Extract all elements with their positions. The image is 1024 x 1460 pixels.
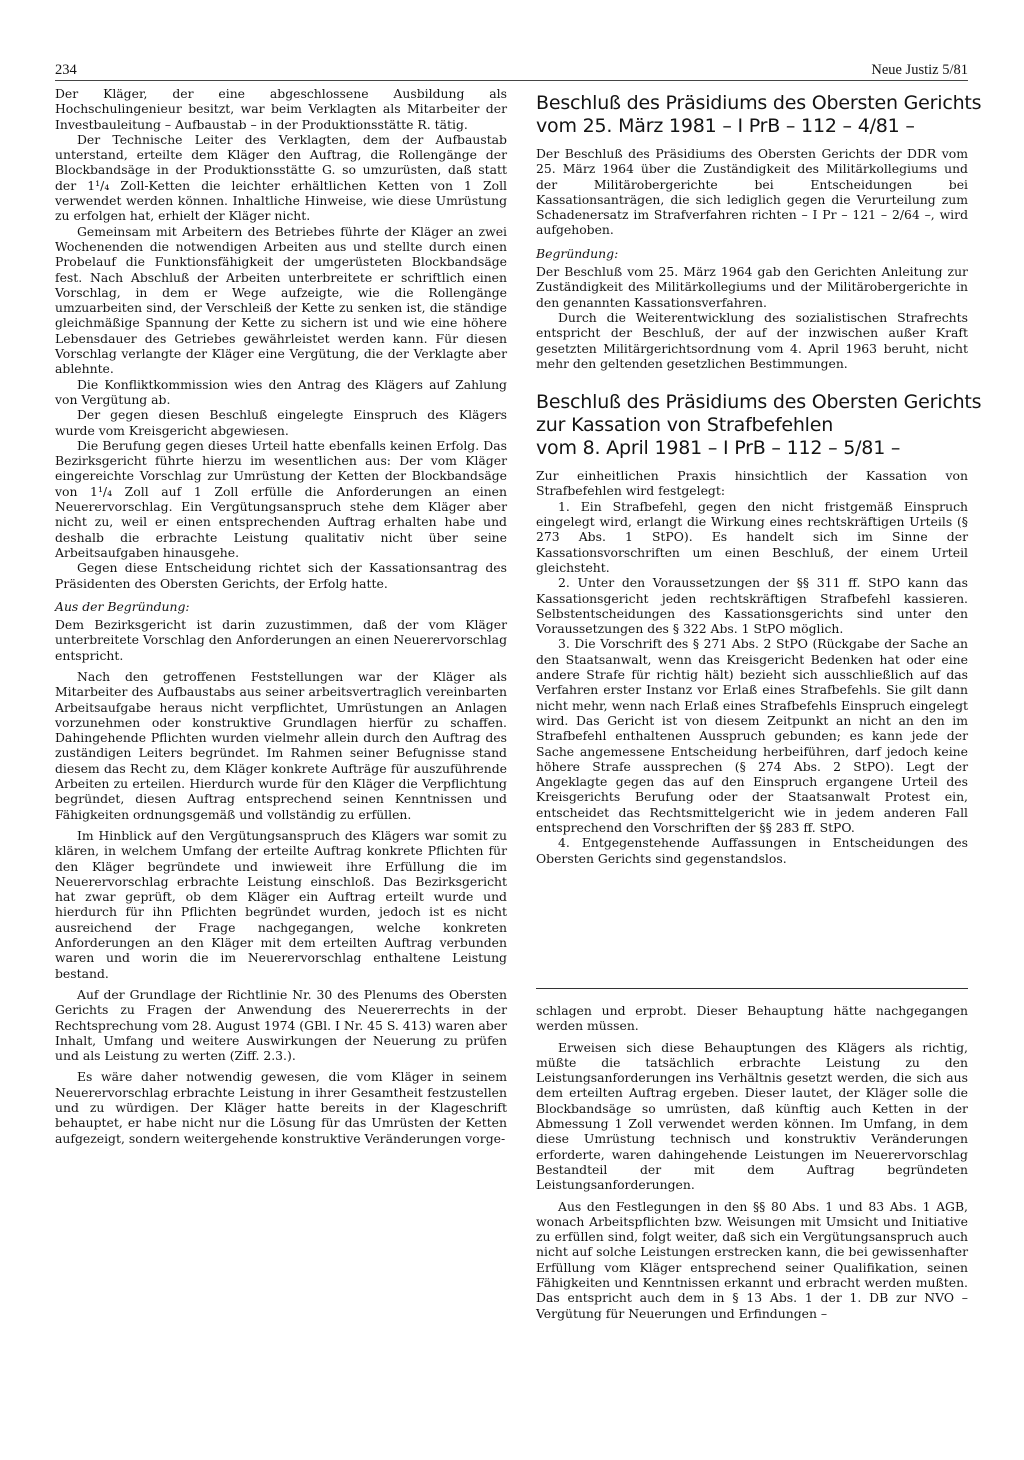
list-item: 3. Die Vorschrift des § 271 Abs. 2 StPO (Rückgabe der Sache an den Staatsanwalt, wenn das Kreisgericht Bedenken hat oder eine andere Strafe für richtig hält) bezieht sich ausschließlich auf das Verfahren erster Instanz vor Erlaß eines Strafbefehls. Sie gilt dann nicht mehr, wenn nach Erlaß eines Strafbefehls Einspruch eingelegt wird. Das Gericht ist von diesem Zeitpunkt an nicht an den im Strafbefehl enthaltenen Ausspruch gebunden; es kann jede der Sache angemessene Entscheidung herbeiführen, darf jedoch keine höhere Strafe aussprechen (§ 274 Abs. 2 StPO). Legt der Angeklagte gegen das auf den Einspruch ergangene Urteil des Kreisgerichts Berufung oder der Staatsanwalt Protest ein, entscheidet das Rechtsmittelgericht wie in jedem anderen Fall entsprechend den Vorschriften der §§ 283 ff. StPO. [536, 636, 968, 835]
paragraph: Der gegen diesen Beschluß eingelegte Einspruch des Klägers wurde vom Kreisgericht abgewiesen. [55, 407, 507, 438]
list-item: 4. Entgegenstehende Auffassungen in Entscheidungen des Obersten Gerichts sind gegenstandslos. [536, 835, 968, 866]
section-divider [536, 988, 968, 989]
paragraph: Im Hinblick auf den Vergütungsanspruch des Klägers war somit zu klären, in welchem Umfang der erteilte Auftrag konkrete Pflichten für den Kläger begründete und inwieweit ihre Erfüllung die im Neuerervorschlag erbrachte Leistung einschloß. Das Bezirksgericht hat zwar geprüft, ob dem Kläger ein Auftrag erteilt wurde und hierdurch für ihn Pflichten begründet wurden, jedoch ist es nicht ausreichend der Frage nachgegangen, welche konkreten Anforderungen an den Kläger mit dem erteilten Auftrag verbunden waren und worin die im Neuerervorschlag enthaltene Leistung bestand. [55, 827, 507, 981]
right-column [536, 92, 982, 866]
paragraph: Durch die Weiterentwicklung des sozialistischen Strafrechts entspricht der Beschluß, der auf der inzwischen außer Kraft gesetzten Militärgerichtsordnung vom 4. April 1963 beruht, nicht mehr den geltenden gesetzlichen Bestimmungen. [536, 309, 968, 371]
paragraph: Es wäre daher notwendig gewesen, die vom Kläger in seinem Neuerervorschlag erbrachte Leistung in ihrer Gesamtheit festzustellen und zu würdigen. Der Kläger hatte bereits in der Klageschrift behauptet, er habe nicht nur die Lösung für das Umrüsten der Ketten aufgezeigt, sondern weitergehende konstruktive Veränderungen vorge- [55, 1069, 507, 1146]
section-title-line: Beschluß des Präsidiums des Obersten Gerichts [536, 92, 982, 114]
journal-issue: Neue Justiz 5/81 [871, 62, 968, 78]
paragraph: Auf der Grundlage der Richtlinie Nr. 30 des Plenums des Obersten Gerichts zu Fragen der Anwendung des Neuererrechts in der Rechtsprechung vom 28. August 1974 (GBl. I Nr. 45 S. 413) waren aber Inhalt, Umfang und weitere Auswirkungen der Neuerung zu prüfen und als Leistung zu werten (Ziff. 2.3.). [55, 986, 507, 1064]
subheading: Aus der Begründung: [55, 598, 190, 614]
subheading: Begründung: [536, 245, 619, 261]
list-item: 1. Ein Strafbefehl, gegen den nicht fristgemäß Einspruch eingelegt wird, erlangt die Wirkung eines rechtskräftigen Urteils (§ 273 Abs. 1 StPO). Es handelt sich im Sinne der Kassationsvorschriften um einen Beschluß, der einem Urteil gleichsteht. [536, 498, 968, 575]
section-title-line: Beschluß des Präsidiums des Obersten Gerichts [536, 391, 982, 414]
paragraph: Der Technische Leiter des Verklagten, dem der Aufbaustab unterstand, erteilte dem Kläger den Auftrag, die Rollengänge der Blockbandsäge in der Produktionsstätte G. so umzurüsten, daß statt der 1¹/₄ Zoll-Ketten die leichter erhältlichen Ketten von 1 Zoll verwendet werden können. Inhaltliche Hinweise, wie diese Umrüstung zu erfolgen hat, erhielt der Kläger nicht. [55, 131, 507, 224]
paragraph: Nach den getroffenen Feststellungen war der Kläger als Mitarbeiter des Aufbaustabs aus seiner arbeitsvertraglich vereinbarten Arbeitsaufgabe heraus nicht verpflichtet, Umrüstungen an Anlagen vorzunehmen oder konstruktive Grundlagen hierfür zu schaffen. Dahingehende Pflichten wurden vielmehr allein durch den Auftrag des zuständigen Leiters begründet. Im Rahmen seiner Befugnisse stand diesem das Recht zu, dem Kläger konkrete Aufträge für auszuführende Arbeiten zu erteilen. Hierdurch wurde für den Kläger die Verpflichtung begründet, diesen Auftrag entsprechend seinen Kenntnissen und Fähigkeiten ordnungsgemäß und vollständig zu erfüllen. [55, 668, 507, 822]
paragraph: Zur einheitlichen Praxis hinsichtlich der Kassation von Strafbefehlen wird festgelegt: [536, 468, 968, 499]
paragraph: Erweisen sich diese Behauptungen des Klägers als richtig, müßte die tatsächlich erbrachte Leistung zu den Leistungsanforderungen ins Verhältnis gesetzt werden, die sich aus dem erteilten Auftrag ergeben. Dieser lautet, der Kläger solle die Blockbandsäge so umrüsten, daß künftig auch Ketten in der Abmessung 1 Zoll verwendet werden können. Im Umfang, in dem diese Umrüstung technisch und konstruktiv Veränderungen erforderte, waren dahingehende Leistungen im Neuerervorschlag Bestandteil der mit dem Auftrag begründeten Leistungsanforderungen. [536, 1039, 968, 1193]
paragraph: Gemeinsam mit Arbeitern des Betriebes führte der Kläger an zwei Wochenenden die notwendigen Arbeiten aus und stellte durch einen Probelauf die Funktionsfähigkeit der umgerüsteten Blockbandsäge fest. Nach Abschluß der Arbeiten unterbreitete er schriftlich einen Vorschlag, in dem er Wege aufzeigte, wie die Rollengänge umzuarbeiten sind, der Verschleiß der Kette zu senken ist, die ständige gleichmäßige Spannung der Kette zu sichern ist und wie eine höhere Lebensdauer des Getriebes gewährleistet werden kann. Für diesen Vorschlag verlangte der Kläger eine Vergütung, die der Verklagte aber ablehnte. [55, 223, 507, 377]
header-rule [55, 80, 968, 81]
section-title-line: zur Kassation von Strafbefehlen [536, 414, 834, 437]
paragraph: Der Beschluß des Präsidiums des Obersten Gerichts der DDR vom 25. März 1964 über die Zuständigkeit des Militärkollegiums und der Militärobergerichte bei Entscheidungen bei Kassationsanträgen, die sich lediglich gegen die Verurteilung zum Schadenersatz im Strafverfahren richten – I Pr – 121 – 2/64 –, wird aufgehoben. [536, 146, 968, 238]
section-title-line: vom 25. März 1981 – I PrB – 112 – 4/81 – [536, 115, 915, 137]
list-item: 2. Unter den Voraussetzungen der §§ 311 ff. StPO kann das Kassationsgericht jeden rechtskräftigen Strafbefehl kassieren. Selbstentscheidungen des Kassationsgerichts sind unter den Voraussetzungen des § 322 Abs. 1 StPO möglich. [536, 575, 968, 637]
section-title [536, 391, 982, 460]
paragraph: schlagen und erprobt. Dieser Behauptung hätte nachgegangen werden müssen. [536, 1003, 968, 1034]
left-column [55, 86, 507, 1146]
paragraph: Die Berufung gegen dieses Urteil hatte ebenfalls keinen Erfolg. Das Bezirksgericht führte hierzu im wesentlichen aus: Der vom Kläger eingereichte Vorschlag zur Umrüstung der Ketten der Blockbandsäge von 1¹/₄ Zoll auf 1 Zoll erfülle die Anforderungen an einen Neuerervorschlag. Ein Vergütungsanspruch stehe dem Kläger aber nicht zu, weil er einen entsprechenden Auftrag erhalten habe und deshalb die erbrachte Leistung qualitativ nicht über seine Arbeitsaufgaben hinausgehe. [55, 437, 507, 560]
section-title [536, 92, 982, 138]
paragraph: Der Beschluß vom 25. März 1964 gab den Gerichten Anleitung zur Zuständigkeit des Militärkollegiums und der Militärobergerichte in den genannten Kassationsverfahren. [536, 264, 968, 310]
paragraph: Aus den Festlegungen in den §§ 80 Abs. 1 und 83 Abs. 1 AGB, wonach Arbeitspflichten bzw. Weisungen mit Umsicht und Initiative zu erfüllen sind, folgt weiter, daß sich ein Vergütungsanspruch auch nicht auf solche Leistungen erstrecken kann, die bei gewissenhafter Erfüllung vom Kläger entsprechend seiner Qualifikation, seinen Fähigkeiten und Kenntnissen erkannt und erbracht werden mußten. Das entspricht auch dem in § 13 Abs. 1 der 1. DB zur NVO – Vergütung für Neuerungen und Erfindungen – [536, 1198, 968, 1321]
paragraph: Die Konfliktkommission wies den Antrag des Klägers auf Zahlung von Vergütung ab. [55, 376, 507, 407]
paragraph: Der Kläger, der eine abgeschlossene Ausbildung als Hochschulingenieur besitzt, war beim Verklagten als Mitarbeiter der Investbauleitung – Aufbaustab – in der Produktionsstätte R. tätig. [55, 86, 507, 132]
page-number: 234 [55, 62, 77, 78]
continuation-column [536, 1003, 968, 1321]
section-title-line: vom 8. April 1981 – I PrB – 112 – 5/81 – [536, 437, 901, 460]
paragraph: Gegen diese Entscheidung richtet sich der Kassationsantrag des Präsidenten des Obersten Gerichts, der Erfolg hatte. [55, 560, 507, 591]
paragraph: Dem Bezirksgericht ist darin zuzustimmen, daß der vom Kläger unterbreitete Vorschlag den Anforderungen an einen Neuerervorschlag entspricht. [55, 617, 507, 663]
